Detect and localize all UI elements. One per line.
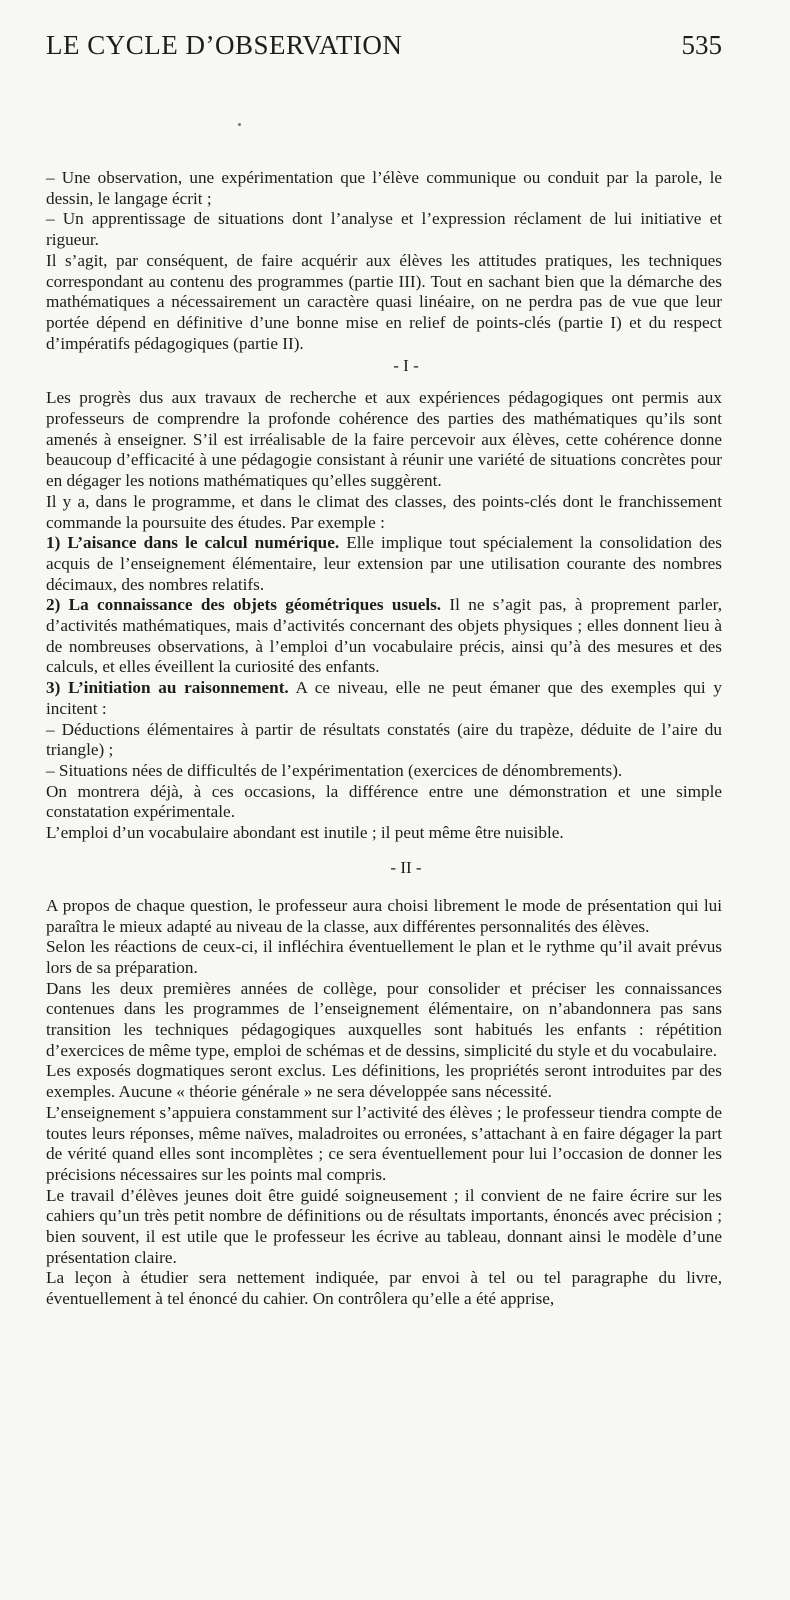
section1-paragraph: On montrera déjà, à ces occasions, la différence entre une démonstration et une simple constatation expérimentale. bbox=[46, 781, 722, 822]
section1-paragraph: L’emploi d’un vocabulaire abondant est inutile ; il peut même être nuisible. bbox=[46, 823, 564, 843]
ink-speck bbox=[238, 123, 241, 126]
section1-paragraph: Les progrès dus aux travaux de recherche et aux expériences pédagogiques ont permis aux professeurs de comprendre la profonde cohérence des parties des mathématiques qu’ils sont amenés à enseigner. S’il est irréalisable de la faire percevoir aux élèves, cette cohérence donne beaucoup d’efficacité à une pédagogie consistant à réunir une variété de situations concrètes pour en dégager les notions mathématiques qu’elles suggèrent. bbox=[46, 388, 722, 491]
section2-paragraph: Les exposés dogmatiques seront exclus. Les définitions, les propriétés seront introduites par des exemples. Aucune « théorie générale » ne sera développée sans nécessité. bbox=[46, 1061, 722, 1102]
body-text bbox=[46, 168, 722, 1310]
item-2-label: 2) La connaissance des objets géométriques usuels. bbox=[46, 595, 442, 615]
section2-paragraph: Le travail d’élèves jeunes doit être guidé soigneusement ; il convient de ne faire écrire sur les cahiers qu’un très petit nombre de définitions ou de résultats importants, énoncés avec précision ; bien souvent, il est utile que le professeur les écrive au tableau, donnant ainsi le modèle d’une présentation claire. bbox=[46, 1185, 722, 1267]
numbered-item-1 bbox=[46, 533, 722, 595]
item-3-text: A ce niveau, elle ne peut émaner que des exemples qui y incitent : bbox=[46, 678, 722, 718]
section1-paragraph: Il y a, dans le programme, et dans le climat des classes, des points-clés dont le franchissement commande la poursuite des études. Par exemple : bbox=[46, 491, 722, 532]
page-number: 535 bbox=[681, 30, 722, 60]
section2-paragraph: Selon les réactions de ceux-ci, il infléchira éventuellement le plan et le rythme qu’il avait prévus lors de sa préparation. bbox=[46, 937, 722, 977]
item-3-label: 3) L’initiation au raisonnement. bbox=[46, 678, 289, 698]
intro-paragraph: – Une observation, une expérimentation que l’élève communique ou conduit par la parole, le dessin, le langage écrit ; bbox=[46, 168, 722, 208]
dash-item: – Déductions élémentaires à partir de résultats constatés (aire du trapèze, déduite de l’aire du triangle) ; bbox=[46, 719, 722, 760]
item-1-text: Elle implique tout spécialement la consolidation des acquis de l’enseignement élémentaire, leur extension par une utilisation courante des nombres décimaux, des nombres relatifs. bbox=[46, 533, 722, 594]
dash-item: – Situations nées de difficultés de l’expérimentation (exercices de dénombrements). bbox=[46, 760, 623, 780]
section-heading-2: - II - bbox=[390, 857, 422, 877]
numbered-item-2 bbox=[46, 595, 722, 678]
section2-paragraph: Dans les deux premières années de collège, pour consolider et préciser les connaissances contenues dans les programmes de l’enseignement élémentaire, on n’abandonnera pas sans transition les techniques pédagogiques auxquelles sont habitués les enfants : répétition d’exercices de même type, emploi de schémas et de dessins, simplicité du style et du vocabulaire. bbox=[46, 978, 722, 1060]
section2-paragraph: La leçon à étudier sera nettement indiquée, par envoi à tel ou tel paragraphe du livre, éventuellement à tel énoncé du cahier. On contrôlera qu’elle a été apprise, bbox=[46, 1268, 722, 1309]
running-title: LE CYCLE D’OBSERVATION bbox=[46, 30, 403, 60]
section-heading-1: - I - bbox=[393, 356, 419, 376]
section2-paragraph: A propos de chaque question, le professeur aura choisi librement le mode de présentation qui lui paraîtra le mieux adapté au niveau de la classe, aux différentes personnalités des élèves. bbox=[46, 895, 722, 936]
section2-paragraph: L’enseignement s’appuiera constamment sur l’activité des élèves ; le professeur tiendra compte de toutes leurs réponses, même naïves, maladroites ou erronées, s’attachant à en faire dégager la part de vérité quand elles sont incomplètes ; ce sera éventuellement pour lui l’occasion de donner les précisions nécessaires sur les points mal compris. bbox=[46, 1102, 722, 1184]
intro-paragraph: Il s’agit, par conséquent, de faire acquérir aux élèves les attitudes pratiques, les techniques correspondant au contenu des programmes (partie III). Tout en sachant bien que la démarche des mathématiques a nécessairement un caractère quasi linéaire, on ne perdra pas de vue que leur portée dépend en définitive d’une bonne mise en relief de points-clés (partie I) et du respect d’impératifs pédagogiques (partie II). bbox=[46, 250, 722, 353]
page-header bbox=[46, 30, 722, 70]
item-1-label: 1) L’aisance dans le calcul numérique. bbox=[46, 533, 340, 553]
item-2-text: Il ne s’agit pas, à proprement parler, d’activités mathématiques, mais d’activités concernant des objets physiques ; elles donnent lieu à de nombreuses observations, à l’emploi d’un vocabulaire précis, ainsi qu’à des mesures et des calculs, et elles éveillent la curiosité des enfants. bbox=[46, 595, 722, 677]
numbered-item-3 bbox=[46, 678, 722, 719]
intro-paragraph: – Un apprentissage de situations dont l’analyse et l’expression réclament de lui initiative et rigueur. bbox=[46, 209, 722, 250]
